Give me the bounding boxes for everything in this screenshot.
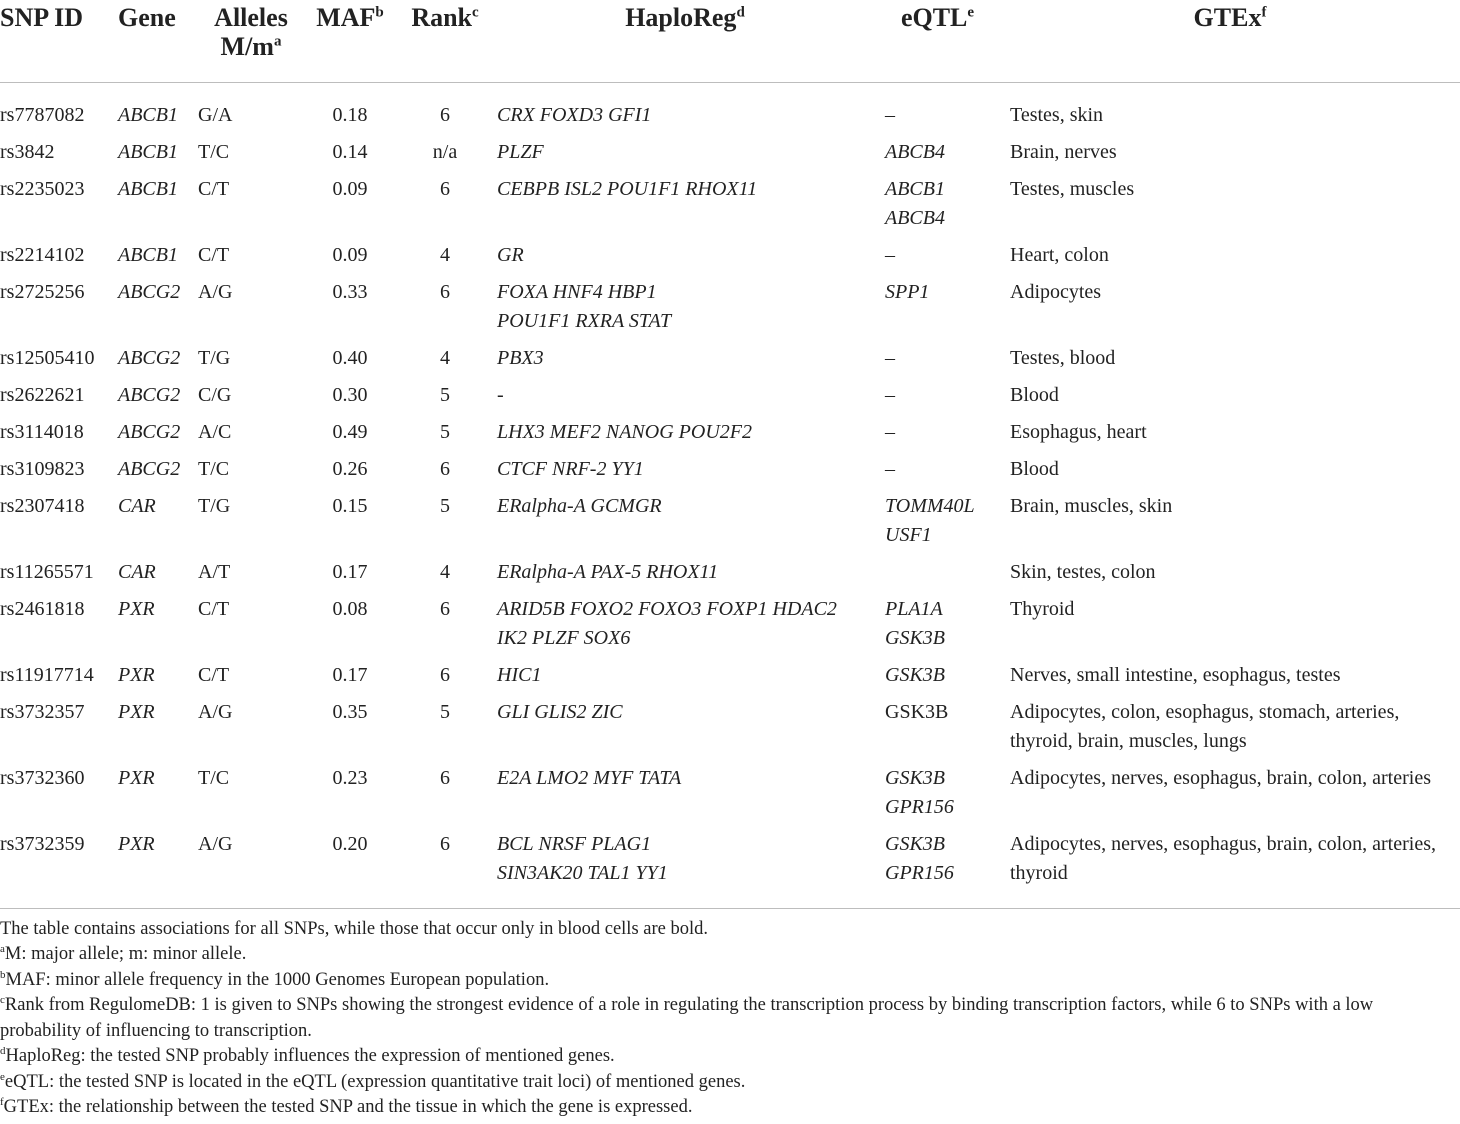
cell-haploreg: [495, 554, 875, 591]
cell-maf: 0.23: [332, 766, 368, 789]
cell-gene: PXR: [118, 700, 155, 723]
cell-eqtl: [875, 826, 1000, 908]
cell-gtex-line: Thyroid: [1010, 597, 1075, 620]
cell-haploreg: [495, 657, 875, 694]
table-row: [0, 760, 1460, 826]
cell-gtex-line: Blood: [1010, 457, 1059, 480]
table-row: [0, 591, 1460, 657]
cell-gtex-line: Testes, skin: [1010, 103, 1104, 126]
cell-snp-id: rs2622621: [0, 383, 85, 406]
cell-haploreg-line: CTCF NRF-2 YY1: [497, 457, 644, 480]
cell-haploreg-line: HIC1: [497, 663, 542, 686]
cell-snp-id: rs3732359: [0, 832, 85, 855]
cell-eqtl-line: SPP1: [885, 280, 930, 303]
table-row: [0, 554, 1460, 591]
cell-rank: 6: [440, 832, 450, 855]
header-row: [0, 0, 1460, 82]
cell-gtex: [1000, 451, 1460, 488]
cell-snp-id: rs2725256: [0, 280, 85, 303]
cell-gtex: [1000, 591, 1460, 657]
cell-rank: 6: [440, 177, 450, 200]
cell-eqtl: [875, 554, 1000, 591]
cell-gtex-line: Adipocytes: [1010, 280, 1102, 303]
cell-eqtl: [875, 591, 1000, 657]
cell-maf: 0.15: [332, 494, 368, 517]
cell-alleles: T/G: [198, 494, 231, 517]
cell-eqtl-line: PLA1A: [885, 597, 943, 620]
cell-eqtl: [875, 171, 1000, 237]
cell-alleles: T/C: [198, 766, 230, 789]
footnote-e: $^e$eQTL: the tested SNP is located in the eQTL (expression quantitative trait loci) of mentioned genes.: [0, 1070, 746, 1092]
cell-haploreg-line: E2A LMO2 MYF TATA: [497, 766, 682, 789]
cell-eqtl: [875, 274, 1000, 340]
cell-haploreg: [495, 82, 875, 134]
cell-snp-id: rs2235023: [0, 177, 85, 200]
header-eqtl: eQTL$^e$: [875, 0, 1000, 82]
cell-alleles: A/G: [198, 700, 233, 723]
cell-gtex: [1000, 134, 1460, 171]
footnote-b: $^b$MAF: minor allele frequency in the 1000 Genomes European population.: [0, 968, 550, 990]
cell-eqtl-line: GPR156: [885, 861, 954, 884]
cell-maf: 0.20: [332, 832, 368, 855]
table-row: [0, 340, 1460, 377]
table-row: [0, 826, 1460, 908]
cell-haploreg: [495, 694, 875, 760]
cell-alleles: A/T: [198, 560, 231, 583]
cell-gtex: [1000, 171, 1460, 237]
cell-gene: ABCG2: [118, 420, 181, 443]
cell-maf: 0.09: [332, 243, 368, 266]
cell-gtex-line: Nerves, small intestine, esophagus, testes: [1010, 663, 1341, 686]
cell-eqtl: [875, 237, 1000, 274]
cell-eqtl-line: –: [885, 420, 895, 443]
cell-rank: 6: [440, 457, 450, 480]
cell-gtex: [1000, 237, 1460, 274]
cell-gtex: [1000, 340, 1460, 377]
cell-haploreg-line: PLZF: [497, 140, 544, 163]
cell-gtex: [1000, 694, 1460, 760]
cell-gtex-line: Adipocytes, colon, esophagus, stomach, arteries,: [1010, 700, 1400, 723]
cell-eqtl-line: –: [885, 103, 895, 126]
cell-haploreg-line: POU1F1 RXRA STAT: [497, 309, 672, 332]
table-row: [0, 694, 1460, 760]
cell-eqtl-line: GPR156: [885, 795, 954, 818]
cell-eqtl: [875, 694, 1000, 760]
cell-snp-id: rs2307418: [0, 494, 85, 517]
table-row: [0, 414, 1460, 451]
cell-haploreg: [495, 826, 875, 908]
cell-haploreg: [495, 274, 875, 340]
cell-alleles: C/G: [198, 383, 232, 406]
cell-rank: 5: [440, 383, 450, 406]
header-alleles: Alleles $M/m^a$: [197, 0, 305, 82]
cell-rank: 4: [440, 346, 450, 369]
cell-gtex: [1000, 554, 1460, 591]
cell-haploreg-line: BCL NRSF PLAG1: [497, 832, 652, 855]
cell-eqtl: [875, 377, 1000, 414]
cell-snp-id: rs3109823: [0, 457, 85, 480]
cell-alleles: C/T: [198, 663, 230, 686]
cell-eqtl-line: TOMM40L: [885, 494, 975, 517]
header-rank: Rank$^c$: [395, 0, 495, 82]
cell-haploreg-line: GLI GLIS2 ZIC: [497, 700, 623, 723]
cell-rank: 4: [440, 560, 450, 583]
cell-gtex: [1000, 82, 1460, 134]
cell-snp-id: rs12505410: [0, 346, 95, 369]
cell-gtex-line: Skin, testes, colon: [1010, 560, 1156, 583]
cell-haploreg-line: ARID5B FOXO2 FOXO3 FOXP1 HDAC2: [497, 597, 837, 620]
table-row: [0, 274, 1460, 340]
cell-rank: 6: [440, 663, 450, 686]
table-row: [0, 451, 1460, 488]
cell-gene: ABCB1: [118, 177, 178, 200]
cell-gtex: [1000, 414, 1460, 451]
cell-eqtl: [875, 82, 1000, 134]
cell-maf: 0.26: [332, 457, 368, 480]
cell-gtex-line: thyroid: [1010, 861, 1068, 884]
cell-haploreg-line: SIN3AK20 TAL1 YY1: [497, 861, 668, 884]
cell-maf: 0.18: [332, 103, 368, 126]
header-snp-id: SNP ID: [0, 0, 115, 82]
cell-rank: 6: [440, 597, 450, 620]
cell-gtex-line: Esophagus, heart: [1010, 420, 1147, 443]
cell-snp-id: rs2214102: [0, 243, 85, 266]
cell-gtex-line: Testes, muscles: [1010, 177, 1135, 200]
cell-maf: 0.33: [332, 280, 368, 303]
cell-eqtl-line: ABCB4: [885, 206, 945, 229]
cell-eqtl-line: –: [885, 457, 895, 480]
cell-eqtl-line: GSK3B: [885, 663, 945, 686]
cell-snp-id: rs3732360: [0, 766, 85, 789]
header-haploreg: HaploReg$^d$: [495, 0, 875, 82]
cell-gtex-line: Heart, colon: [1010, 243, 1109, 266]
cell-gene: ABCG2: [118, 457, 181, 480]
cell-haploreg-line: CRX FOXD3 GFI1: [497, 103, 652, 126]
cell-rank: 5: [440, 420, 450, 443]
cell-eqtl: [875, 760, 1000, 826]
cell-haploreg-line: LHX3 MEF2 NANOG POU2F2: [497, 420, 752, 443]
table-row: [0, 82, 1460, 134]
cell-maf: 0.17: [332, 560, 368, 583]
cell-gtex-line: Brain, muscles, skin: [1010, 494, 1173, 517]
cell-gtex: [1000, 274, 1460, 340]
cell-haploreg-line: IK2 PLZF SOX6: [497, 626, 631, 649]
header-maf: MAF$^b$: [305, 0, 395, 82]
cell-haploreg: [495, 591, 875, 657]
cell-haploreg: [495, 488, 875, 554]
cell-rank: 6: [440, 766, 450, 789]
cell-snp-id: rs2461818: [0, 597, 85, 620]
cell-eqtl: [875, 451, 1000, 488]
cell-alleles: A/G: [198, 832, 233, 855]
cell-alleles: A/C: [198, 420, 232, 443]
cell-haploreg: [495, 134, 875, 171]
cell-rank: 6: [440, 103, 450, 126]
cell-rank: 5: [440, 700, 450, 723]
footnote-d: $^d$HaploReg: the tested SNP probably influences the expression of mentioned genes.: [0, 1044, 615, 1066]
cell-haploreg-line: ERalpha-A PAX-5 RHOX11: [497, 560, 719, 583]
cell-haploreg: [495, 377, 875, 414]
cell-maf: 0.49: [332, 420, 368, 443]
cell-maf: 0.35: [332, 700, 368, 723]
cell-gtex: [1000, 488, 1460, 554]
cell-haploreg-line: PBX3: [497, 346, 544, 369]
cell-eqtl-line: GSK3B: [885, 766, 945, 789]
cell-gene: PXR: [118, 832, 155, 855]
cell-maf: 0.17: [332, 663, 368, 686]
cell-gene: ABCB1: [118, 140, 178, 163]
cell-gene: ABCG2: [118, 346, 181, 369]
cell-alleles: C/T: [198, 177, 230, 200]
cell-haploreg-line: FOXA HNF4 HBP1: [497, 280, 657, 303]
cell-gtex-line: Adipocytes, nerves, esophagus, brain, colon, arteries: [1010, 766, 1431, 789]
header-gtex: GTEx$^f$: [1000, 0, 1460, 82]
header-gene: Gene: [115, 0, 197, 82]
cell-haploreg: [495, 237, 875, 274]
footnote-c: $^c$Rank from RegulomeDB: 1 is given to SNPs showing the strongest evidence of a role in regulating the transcription process by binding transcription factors, while 6 to SNPs with a low probability of influencing to transcription.: [0, 993, 1374, 1041]
cell-haploreg: [495, 760, 875, 826]
cell-rank: 4: [440, 243, 450, 266]
cell-haploreg-line: ERalpha-A GCMGR: [497, 494, 662, 517]
cell-maf: 0.09: [332, 177, 368, 200]
cell-snp-id: rs11917714: [0, 663, 94, 686]
table-row: [0, 237, 1460, 274]
cell-gtex: [1000, 760, 1460, 826]
cell-snp-id: rs3114018: [0, 420, 84, 443]
cell-gene: PXR: [118, 663, 155, 686]
cell-eqtl-line: –: [885, 383, 895, 406]
cell-snp-id: rs3732357: [0, 700, 85, 723]
cell-rank: 5: [440, 494, 450, 517]
cell-eqtl-line: GSK3B: [885, 626, 945, 649]
cell-haploreg-line: GR: [497, 243, 524, 266]
cell-eqtl: [875, 414, 1000, 451]
cell-gtex-line: Blood: [1010, 383, 1059, 406]
cell-haploreg: [495, 171, 875, 237]
cell-alleles: T/C: [198, 140, 230, 163]
cell-gene: ABCG2: [118, 280, 181, 303]
footnote-main: The table contains associations for all SNPs, while those that occur only in blood cells are bold.: [0, 918, 708, 939]
table-row: [0, 134, 1460, 171]
cell-eqtl-line: –: [885, 243, 895, 266]
cell-gtex-line: Testes, blood: [1010, 346, 1116, 369]
cell-gene: CAR: [118, 560, 156, 583]
cell-gtex-line: Adipocytes, nerves, esophagus, brain, colon, arteries,: [1010, 832, 1436, 855]
table-body: [0, 82, 1460, 908]
cell-eqtl: [875, 488, 1000, 554]
cell-alleles: T/G: [198, 346, 231, 369]
cell-rank: 6: [440, 280, 450, 303]
footnote-a: $^a$M: major allele; m: minor allele.: [0, 942, 247, 964]
cell-gene: PXR: [118, 597, 155, 620]
cell-eqtl-line: –: [885, 346, 895, 369]
cell-gene: ABCB1: [118, 103, 178, 126]
cell-maf: 0.40: [332, 346, 368, 369]
cell-gtex-line: Brain, nerves: [1010, 140, 1117, 163]
cell-alleles: T/C: [198, 457, 230, 480]
cell-haploreg: [495, 340, 875, 377]
table-row: [0, 377, 1460, 414]
table-row: [0, 488, 1460, 554]
cell-maf: 0.30: [332, 383, 368, 406]
cell-eqtl-line: GSK3B: [885, 832, 945, 855]
cell-gene: ABCB1: [118, 243, 178, 266]
cell-haploreg: [495, 451, 875, 488]
cell-gene: PXR: [118, 766, 155, 789]
cell-alleles: C/T: [198, 243, 230, 266]
cell-gene: CAR: [118, 494, 156, 517]
table-row: [0, 171, 1460, 237]
cell-maf: 0.08: [332, 597, 368, 620]
cell-alleles: C/T: [198, 597, 230, 620]
cell-rank: n/a: [432, 140, 458, 163]
cell-gtex: [1000, 826, 1460, 908]
cell-alleles: A/G: [198, 280, 233, 303]
footnote-f: $^f$GTEx: the relationship between the tested SNP and the tissue in which the gene is expressed.: [0, 1095, 693, 1117]
table-row: [0, 657, 1460, 694]
cell-eqtl: [875, 134, 1000, 171]
cell-eqtl-line: USF1: [885, 523, 932, 546]
cell-eqtl: [875, 657, 1000, 694]
cell-haploreg-line: -: [497, 383, 504, 406]
cell-eqtl-line: GSK3B: [885, 700, 949, 723]
cell-gtex-line: thyroid, brain, muscles, lungs: [1010, 729, 1247, 752]
cell-gtex: [1000, 377, 1460, 414]
cell-eqtl: [875, 340, 1000, 377]
cell-alleles: G/A: [198, 103, 233, 126]
cell-gtex: [1000, 657, 1460, 694]
cell-eqtl-line: ABCB4: [885, 140, 945, 163]
cell-snp-id: rs11265571: [0, 560, 94, 583]
cell-eqtl-line: ABCB1: [885, 177, 945, 200]
cell-maf: 0.14: [332, 140, 368, 163]
cell-snp-id: rs3842: [0, 140, 55, 163]
cell-gene: ABCG2: [118, 383, 181, 406]
cell-haploreg: [495, 414, 875, 451]
cell-snp-id: rs7787082: [0, 103, 85, 126]
table-footnotes: [0, 908, 1460, 1121]
cell-haploreg-line: CEBPB ISL2 POU1F1 RHOX11: [497, 177, 758, 200]
